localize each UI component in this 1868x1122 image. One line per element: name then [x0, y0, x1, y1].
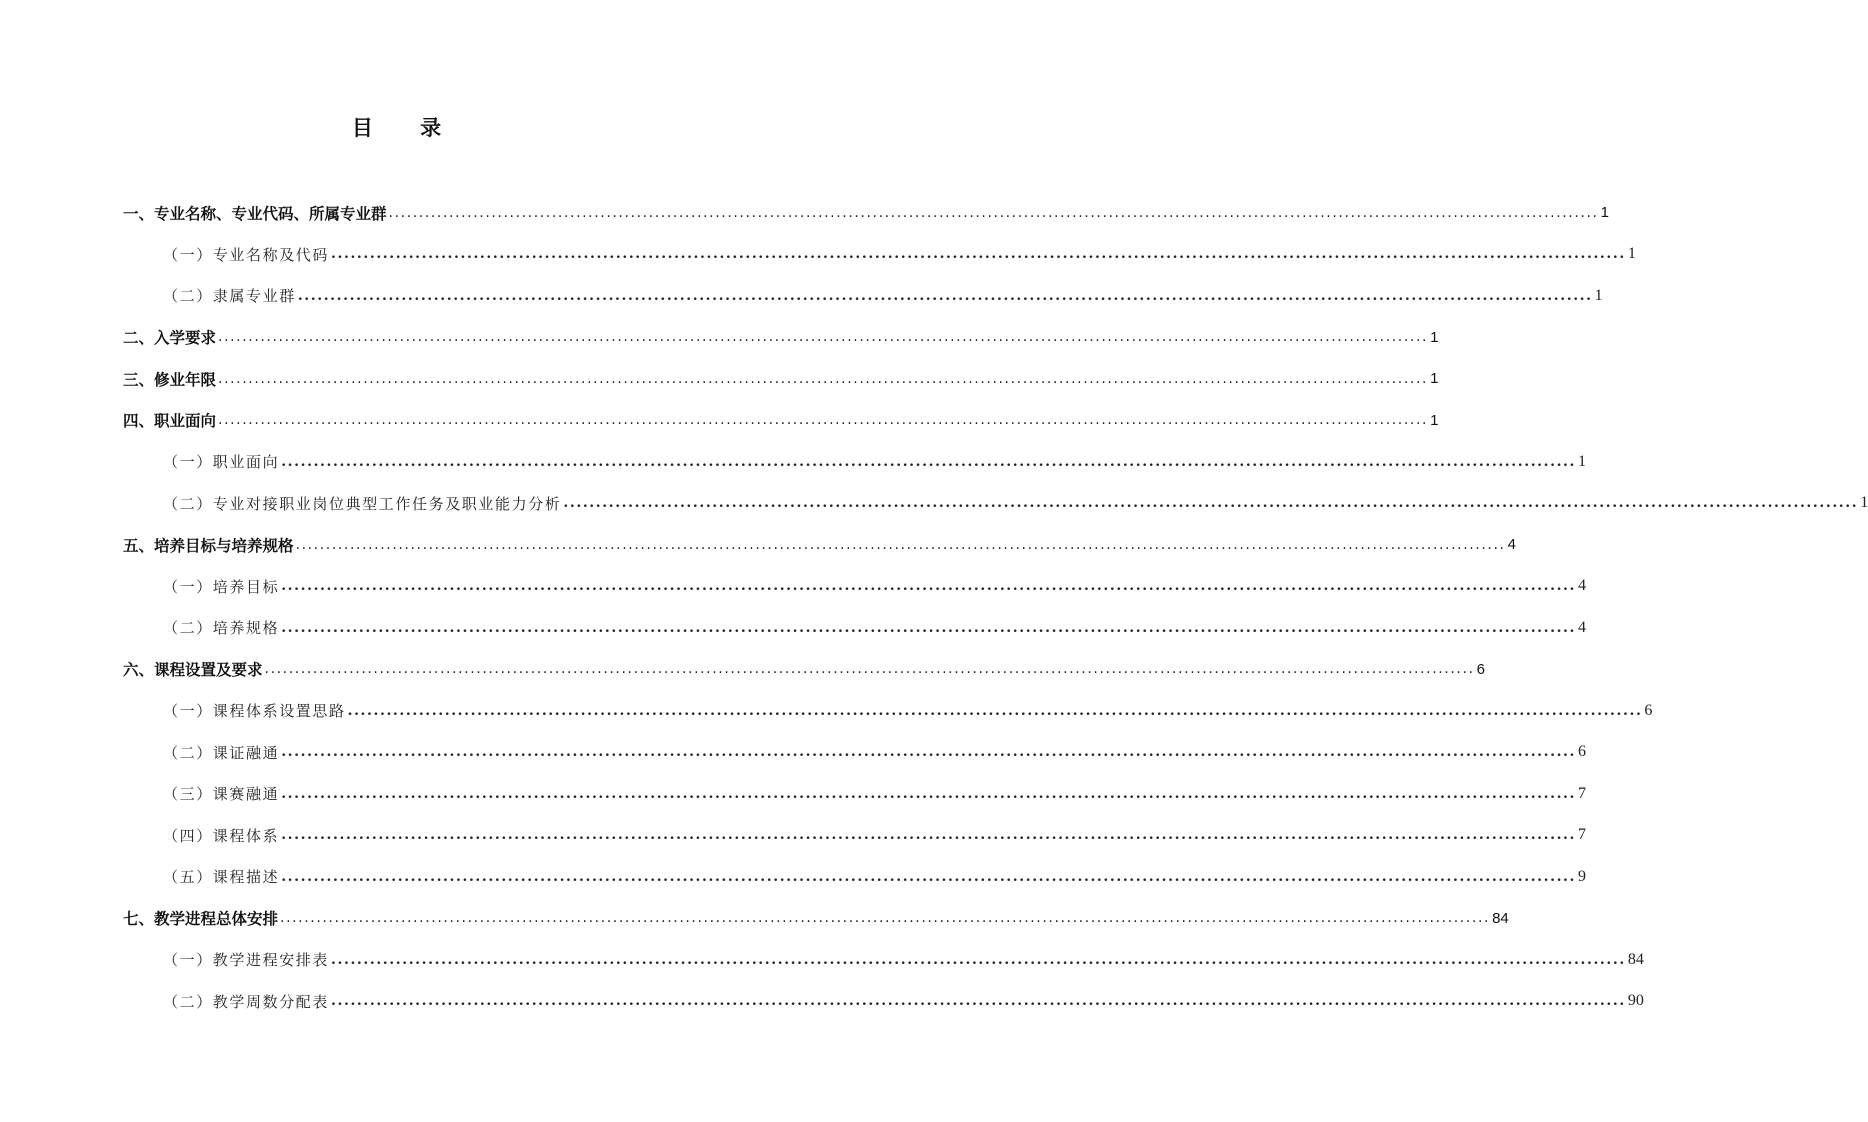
toc-dot-leader: ........................................................................................................................................................................................................ [281, 827, 1577, 844]
toc-page-number: 4 [1507, 536, 1516, 554]
toc-entry-section[interactable] [123, 649, 1485, 691]
toc-entry-text: （一）教学进程安排表 [163, 951, 330, 970]
toc-dot-leader: ........................................................................................................................................................................................................ [563, 495, 1859, 512]
toc-entry-subsection[interactable] [123, 566, 1587, 608]
toc-dot-leader: ........................................................................................................................................................................................................ [281, 619, 1577, 636]
toc-entry-text: 二、入学要求 [123, 329, 217, 348]
toc-entry-subsection[interactable] [123, 815, 1587, 857]
toc-entry-section[interactable] [123, 524, 1516, 566]
toc-entry-text: （二）培养规格 [163, 619, 280, 638]
toc-dot-leader: ........................................................................................................................................................................................................ [281, 785, 1577, 802]
toc-page-number: 7 [1578, 826, 1587, 844]
toc-entry-section[interactable] [123, 317, 1439, 359]
toc-entry-subsection[interactable] [123, 607, 1587, 649]
toc-entry-text: （二）专业对接职业岗位典型工作任务及职业能力分析 [163, 494, 562, 513]
toc-dot-leader: ........................................................................................................................................................................................................ [218, 370, 1429, 387]
toc-page-number: 84 [1627, 950, 1644, 968]
toc-entry-subsection[interactable] [123, 483, 1868, 525]
toc-entry-subsection[interactable] [123, 856, 1587, 898]
toc-entry-text: （一）课程体系设置思路 [163, 702, 346, 721]
toc-page-number: 1 [1627, 245, 1636, 263]
toc-page-number: 84 [1492, 909, 1509, 927]
toc-page-number: 7 [1578, 784, 1587, 802]
toc-page-number: 6 [1644, 701, 1653, 719]
toc-page-number: 90 [1627, 992, 1644, 1010]
toc-page-number: 1 [1430, 411, 1439, 429]
toc-dot-leader: ........................................................................................................................................................................................................ [331, 246, 1626, 263]
toc-dot-leader: ........................................................................................................................................................................................................ [388, 204, 1599, 221]
toc-page-number: 6 [1578, 743, 1587, 761]
toc-entry-subsection[interactable] [123, 981, 1644, 1023]
toc-dot-leader: ........................................................................................................................................................................................................ [218, 412, 1429, 429]
toc-entry-text: 一、专业名称、专业代码、所属专业群 [123, 204, 387, 223]
toc-page-number: 1 [1860, 494, 1868, 512]
toc-entry-text: 七、教学进程总体安排 [123, 910, 279, 929]
toc-entry-text: （一）专业名称及代码 [163, 245, 330, 264]
toc-entry-text: （四）课程体系 [163, 826, 280, 845]
toc-entry-text: 三、修业年限 [123, 370, 217, 389]
toc-entry-subsection[interactable] [123, 732, 1587, 774]
toc-page-number: 1 [1578, 452, 1587, 470]
toc-dot-leader: ........................................................................................................................................................................................................ [280, 910, 1491, 927]
toc-dot-leader: ........................................................................................................................................................................................................ [281, 453, 1577, 470]
toc-entry-section[interactable] [123, 898, 1509, 940]
toc-entry-subsection[interactable] [123, 939, 1644, 981]
toc-entry-text: （二）教学周数分配表 [163, 992, 330, 1011]
toc-entry-text: （五）课程描述 [163, 868, 280, 887]
toc-entry-text: （二）课证融通 [163, 743, 280, 762]
toc-page-number: 9 [1578, 867, 1587, 885]
toc-dot-leader: ........................................................................................................................................................................................................ [297, 287, 1593, 304]
toc-dot-leader: ........................................................................................................................................................................................................ [295, 536, 1506, 553]
toc-page-number: 4 [1578, 618, 1587, 636]
toc-page-number: 1 [1430, 370, 1439, 388]
toc-entry-text: （二）隶属专业群 [163, 287, 296, 306]
toc-entry-subsection[interactable] [123, 441, 1587, 483]
toc-entry-text: （一）培养目标 [163, 577, 280, 596]
toc-page-number: 6 [1476, 660, 1485, 678]
toc-entry-subsection[interactable] [123, 773, 1587, 815]
toc-dot-leader: ........................................................................................................................................................................................................ [347, 702, 1643, 719]
toc-entry-text: 六、课程设置及要求 [123, 661, 263, 680]
toc-dot-leader: ........................................................................................................................................................................................................ [281, 744, 1577, 761]
toc-page-number: 4 [1578, 577, 1587, 595]
toc-dot-leader: ........................................................................................................................................................................................................ [264, 661, 1475, 678]
toc-dot-leader: ........................................................................................................................................................................................................ [281, 578, 1577, 595]
toc-entry-text: （一）职业面向 [163, 453, 280, 472]
toc-entry-text: 四、职业面向 [123, 412, 217, 431]
toc-entry-subsection[interactable] [123, 275, 1603, 317]
toc-dot-leader: ........................................................................................................................................................................................................ [281, 868, 1577, 885]
toc-page-number: 1 [1430, 328, 1439, 346]
toc-entry-text: （三）课赛融通 [163, 785, 280, 804]
toc-page-number: 1 [1600, 204, 1609, 222]
table-of-contents [123, 192, 1868, 1022]
toc-entry-text: 五、培养目标与培养规格 [123, 536, 294, 555]
toc-entry-subsection[interactable] [123, 234, 1636, 276]
toc-page-number: 1 [1594, 286, 1603, 304]
toc-dot-leader: ........................................................................................................................................................................................................ [331, 993, 1626, 1010]
toc-entry-section[interactable] [123, 400, 1439, 442]
toc-title: 目 录 [351, 116, 462, 140]
toc-dot-leader: ........................................................................................................................................................................................................ [218, 329, 1429, 346]
toc-entry-section[interactable] [123, 192, 1609, 234]
toc-dot-leader: ........................................................................................................................................................................................................ [331, 951, 1626, 968]
toc-entry-subsection[interactable] [123, 690, 1653, 732]
toc-entry-section[interactable] [123, 358, 1439, 400]
